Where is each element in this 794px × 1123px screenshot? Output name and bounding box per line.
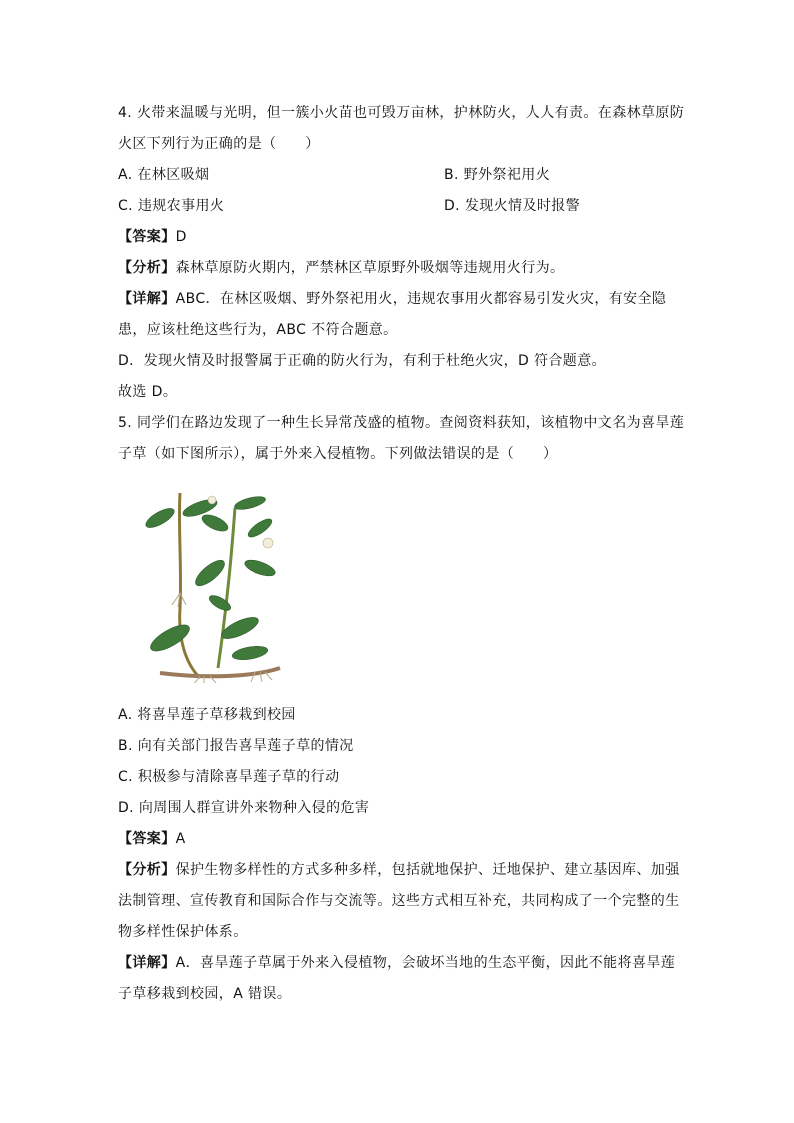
answer-tag: 【答案】 (118, 831, 176, 847)
q5-detail-line-1 (118, 953, 675, 973)
q5-answer (118, 829, 186, 849)
q5-option-d: D. 向周围人群宣讲外来物种入侵的危害 (118, 800, 370, 816)
analysis-tag: 【分析】 (118, 862, 176, 878)
q5-option-a: A. 将喜旱莲子草移栽到校园 (118, 707, 296, 723)
detail-tag: 【详解】 (118, 291, 176, 307)
analysis-tag: 【分析】 (118, 260, 176, 276)
detail-text: A．喜旱莲子草属于外来入侵植物，会破坏当地的生态平衡，因此不能将喜旱莲 (175, 955, 676, 971)
q5-option-c: C. 积极参与清除喜旱莲子草的行动 (118, 769, 340, 785)
plant-illustration-icon (140, 488, 290, 683)
q5-analysis-line-3: 物多样性保护体系。 (118, 924, 248, 940)
analysis-text: 森林草原防火期内，严禁林区草原野外吸烟等违规用火行为。 (175, 260, 565, 276)
q4-stem-line-2: 火区下列行为正确的是（ ） (118, 136, 320, 152)
q5-stem-line-1: 5. 同学们在路边发现了一种生长异常茂盛的植物。查阅资料获知，该植物中文名为喜旱莲 (118, 415, 685, 431)
q4-option-d: D. 发现火情及时报警 (444, 198, 581, 214)
q4-detail-line-2: 患，应该杜绝这些行为，ABC 不符合题意。 (118, 322, 398, 338)
q4-answer (118, 227, 187, 247)
q4-option-a: A. 在林区吸烟 (118, 167, 210, 183)
answer-value: D (175, 229, 187, 245)
q4-detail-line-1 (118, 289, 666, 309)
detail-text: ABC．在林区吸烟、野外祭祀用火，违规农事用火都容易引发火灾，有安全隐 (175, 291, 667, 307)
q5-analysis-line-2: 法制管理、宣传教育和国际合作与交流等。这些方式相互补充，共同构成了一个完整的生 (118, 893, 680, 909)
q4-detail-line-3: D．发现火情及时报警属于正确的防火行为，有利于杜绝火灾，D 符合题意。 (118, 353, 607, 369)
q4-option-c: C. 违规农事用火 (118, 198, 225, 214)
q4-stem-line-1: 4. 火带来温暖与光明，但一簇小火苗也可毁万亩林，护林防火，人人有责。在森林草原防 (118, 105, 685, 121)
analysis-text: 保护生物多样性的方式多种多样，包括就地保护、迁地保护、建立基因库、加强 (175, 862, 680, 878)
q4-analysis (118, 258, 564, 278)
q5-detail-line-2: 子草移栽到校园，A 错误。 (118, 986, 292, 1002)
answer-tag: 【答案】 (118, 229, 176, 245)
answer-value: A (175, 831, 186, 847)
q5-stem-line-2: 子草（如下图所示），属于外来入侵植物。下列做法错误的是（ ） (118, 446, 558, 462)
q4-detail-line-4: 故选 D。 (118, 384, 178, 400)
q5-option-b: B. 向有关部门报告喜旱莲子草的情况 (118, 738, 354, 754)
q4-option-b: B. 野外祭祀用火 (444, 167, 551, 183)
q5-analysis-line-1 (118, 860, 680, 880)
detail-tag: 【详解】 (118, 955, 176, 971)
